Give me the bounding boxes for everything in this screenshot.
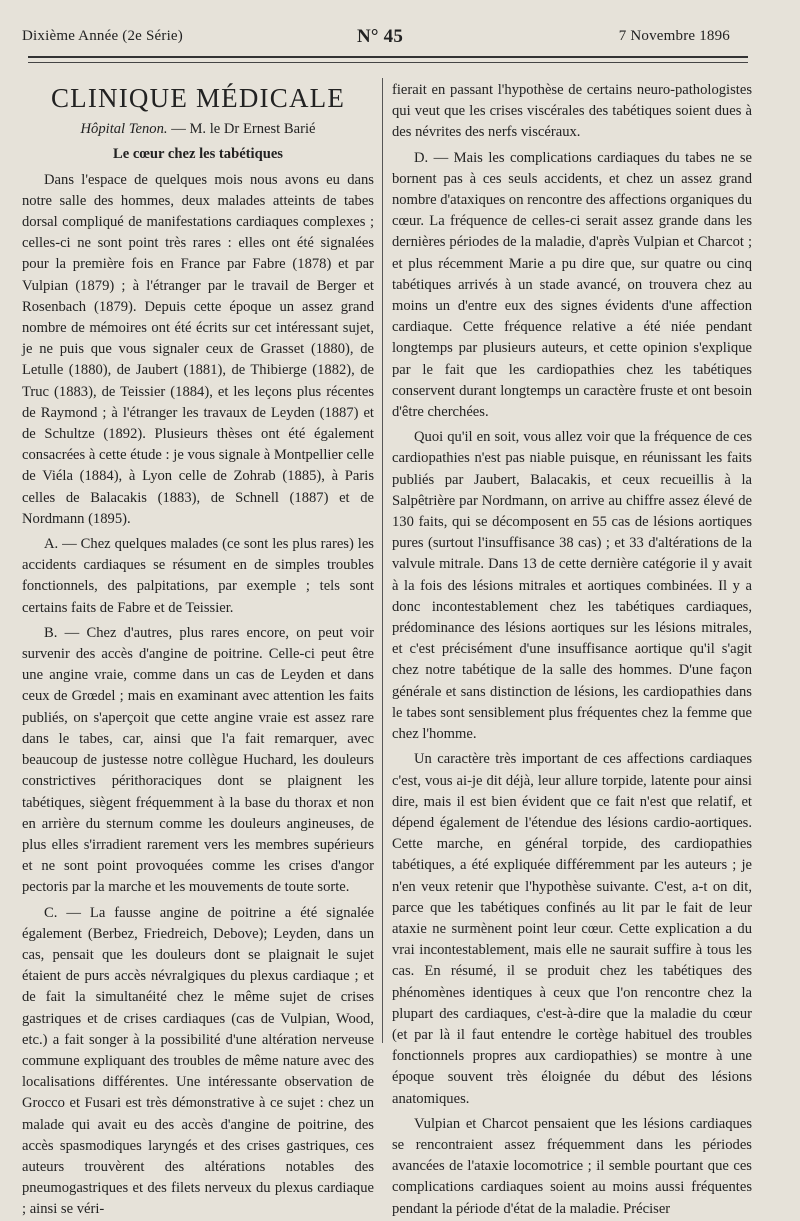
hospital-name: Hôpital Tenon. [80, 121, 168, 138]
paragraph-frequency: Quoi qu'il en soit, vous allez voir que la fréquence de ces cardiopathies n'est pas niable puisque, en réunissant les faits publiés par Jaubert, Balacakis, et ceux recueillis à la Salpêtrière par Nordmann, on arrive au chiffre assez élevé de 130 faits, qui se décomposent en 55 cas de lésions aortiques pures (surtout l'insuffisance 38 cas) ; et 33 d'altérations de la valvule mitrale. Dans 13 de cette dernière catégorie il y avait à la fois des lésions mitrales et aortiques combinées. Il y a donc incontestablement chez les tabétiques cardiaques, prédominance des lésions aortiques sur les lésions mitrales, et c'est précisément d'une insuffisance aortique qu'il s'agit chez notre tabétique de la salle des hommes. D'une façon générale et sans distinction de lésions, les cardiopathies dans le tabes sont sensiblement plus fréquentes chez la femme que chez l'homme. [392, 429, 752, 743]
paragraph-intro: Dans l'espace de quelques mois nous avons eu dans notre salle des hommes, deux malades atteints de tabes dorsal compliqué de manifestations cardiaques complexes ; celles-ci ne sont point très rares : elles ont été signalées pour la première fois en France par Fabre (1878) et par Vulpian (1879) ; à l'étranger par le travail de Berger et Rosenbach (1879). Depuis cette époque un assez grand nombre de mémoires ont été écrits sur cet intéressant sujet, je ne puis que vous signaler ceux de Grasset (1880), de Letulle (1880), de Jaubert (1881), de Thibierge (1882), de Truc (1883), de Teissier (1884), et les leçons plus récentes de Raymond ; à l'étranger les travaux de Leyden (1887) et de Schultze (1892). Plusieurs thèses ont été également consacrées à cette étude : je vous signale à Montpellier celle de Viéla (1884), à Lyon celle de Zohrab (1885), à Paris celles de Balacakis (1883), de Schnell (1887) et de Nordmann (1895). [22, 171, 374, 527]
header-rule-thin [28, 62, 748, 63]
header-rule-thick [28, 56, 748, 58]
issue-year-series: Dixième Année (2e Série) [22, 28, 183, 44]
paragraph-c: C. — La fausse angine de poitrine a été signalée également (Berbez, Friedreich, Debove); Leyden, dans un cas, pensait que les douleurs dont se plaignait le sujet étaient de purs accès névralgiques du plexus cardiaque ; et de fait la simultanéité chez le même sujet de crises gastriques et de crises cardiaques (cas de Vulpian, Wood, etc.) a fait songer à la possibilité d'une altération nerveuse commune expliquant des troubles de même nature avec des localisations différentes. Une intéressante observation de Grocco et Fusari est très démonstrative à ce sujet : chez un malade qui avait eu des accès d'angine de poitrine, des accès spasmodiques laryngés et des crises gastriques, ces auteurs trouvèrent des altérations notables des pneumogastriques et des filets nerveux du plexus cardiaque ; ainsi se véri- [22, 904, 374, 1218]
paragraph-character: Un caractère très important de ces affections cardiaques c'est, vous ai-je dit déjà, leur allure torpide, latente pour ainsi dire, mais il est bien évident que ce fait n'est que relatif, et dépend également de l'étendue des lésions cardio-aortiques. Cette marche, en général torpide, des cardiopathies tabétiques, a été expliquée différemment par les auteurs ; je n'en veux retenir que l'hypothèse suivante. C'est, a-t on dit, parce que les tabétiques confinés au lit par le fait de leur ataxie ne surmènent point leur cœur. Cette explication a du vrai incontestablement, mais elle ne saurait suffire à tous les cas. En résumé, il se produit chez les tabétiques des phénomènes identiques à ceux que l'on rencontre chez la plupart des cardiaques, c'est-à-dire que la maladie du cœur (et par là il faut entendre le cortège habituel des troubles fonctionnels propres aux cardiopathies) se montre à une époque souvent très éloignée du début des lésions anatomiques. [392, 751, 752, 1107]
article-subtitle: Le cœur chez les tabétiques [113, 146, 283, 163]
issue-date: 7 Novembre 1896 [618, 28, 730, 44]
hospital-line [22, 119, 374, 140]
paragraph-a: A. — Chez quelques malades (ce sont les plus rares) les accidents cardiaques se résument en de simples troubles fonctionnels, des palpitations, par exemple ; tels sont certains faits de Fabre et de Teissier. [22, 536, 374, 616]
column-divider [382, 78, 383, 1043]
paragraph-continued: fierait en passant l'hypothèse de certains neuro-pathologistes qui veut que les crises viscérales des tabétiques soient dues à des névrites des nerfs viscéraux. [392, 82, 752, 141]
lecturer-name: — M. le Dr Ernest Barié [167, 121, 316, 138]
section-title: CLINIQUE MÉDICALE [50, 83, 346, 113]
issue-number: N° 45 [357, 26, 404, 47]
left-column [22, 80, 374, 1221]
paragraph-b: B. — Chez d'autres, plus rares encore, on peut voir survenir des accès d'angine de poitrine. Celle-ci peut être une angine vraie, comme dans un cas de Leyden et dans ceux de Grœdel ; mais en examinant avec attention les faits publiés, on s'aperçoit que cette angine vraie est assez rare dans le tabes, car, ainsi que l'a fait remarquer, avec beaucoup de justesse notre collègue Huchard, les douleurs constrictives périthoraciques dont se plaignent les tabétiques, siègent fréquemment à la base du thorax et non en arrière du sternum comme les douleurs angineuses, de plus elles s'irradient rarement vers les membres supérieurs et ne sont point provoquées comme les crises d'angor pectoris par la marche et les mouvements de toute sorte. [22, 624, 374, 896]
paragraph-vulpian-charcot: Vulpian et Charcot pensaient que les lésions cardiaques se rencontraient assez fréquemment dans les périodes avancées de l'ataxie locomotrice ; il semble pourtant que ces complications cardiaques soient au moins aussi fréquentes pendant la période d'état de la maladie. Préciser [392, 1115, 752, 1217]
page-header [22, 28, 730, 50]
paragraph-d: D. — Mais les complications cardiaques du tabes ne se bornent pas à ces seuls accidents, et chez un assez grand nombre d'ataxiques on rencontre des affections organiques du cœur. La fréquence de celles-ci serait assez grande dans les dernières périodes de la maladie, d'après Vulpian et Charcot ; et plus récemment Marie a pu dire que, sur quatre ou cinq tabétiques arrivés à un stade avancé, on trouvera chez au moins un d'entre eux des signes évidents d'une affection cardiaque. Cette fréquence relative a été niée pendant longtemps par plusieurs auteurs, et cette opinion s'explique par le fait que les cardiopathies chez les tabétiques conservent durant longtemps un caractère fruste et ont besoin d'être cherchées. [392, 149, 752, 421]
right-column [392, 80, 752, 1220]
